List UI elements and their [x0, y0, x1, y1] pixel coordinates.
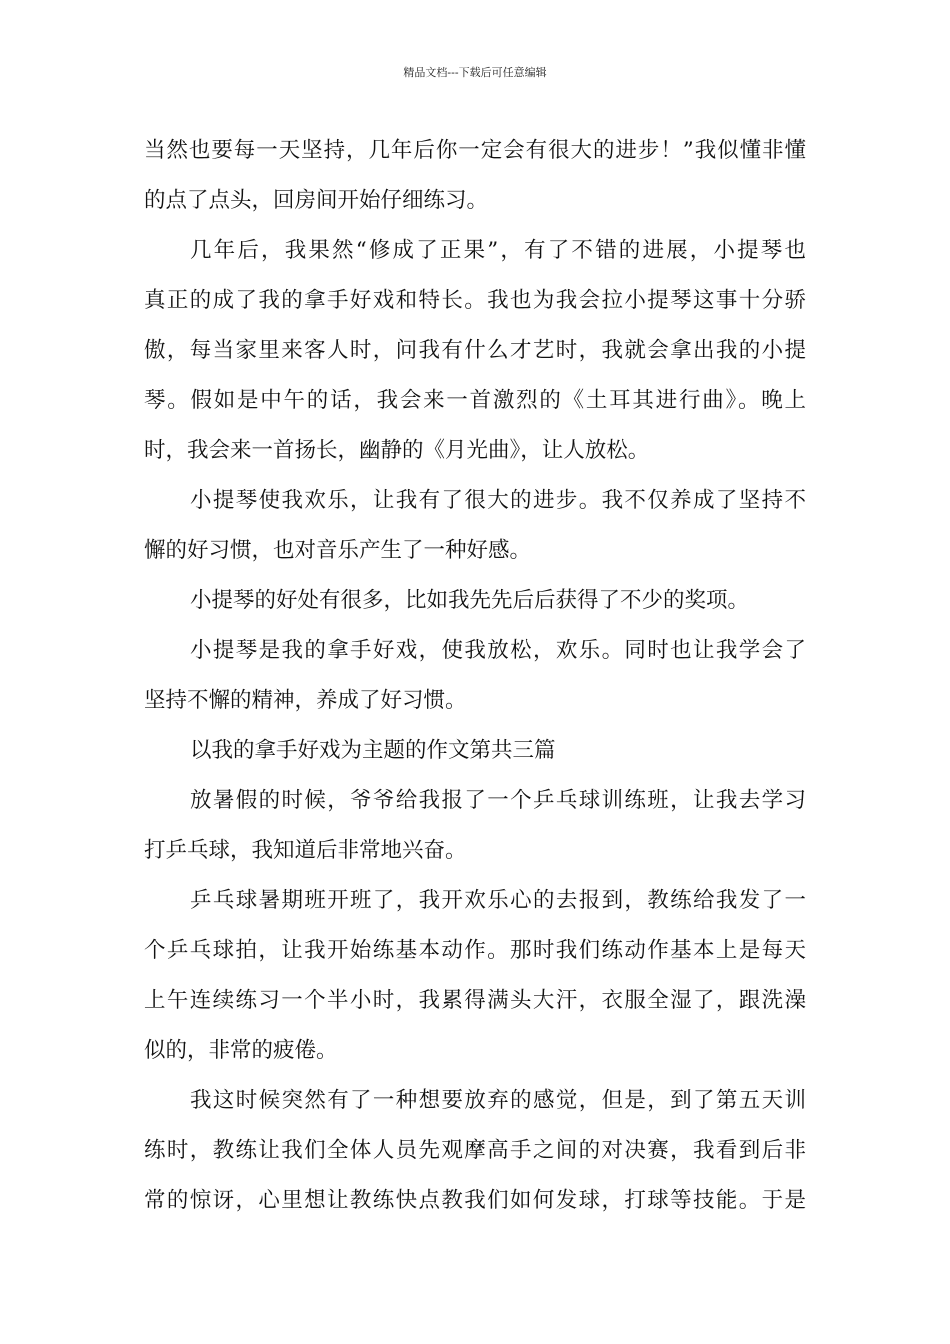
text-line: 练时，教练让我们全体人员先观摩高手之间的对决赛，我看到后非 [144, 1138, 806, 1163]
text-line: 小提琴是我的拿手好戏，使我放松，欢乐。同时也让我学会了 [190, 638, 806, 663]
text-line: 乒乓球暑期班开班了，我开欢乐心的去报到，教练给我发了一 [190, 888, 806, 913]
document-body [144, 126, 806, 1226]
text-line: 几年后，我果然“修成了正果”，有了不错的进展，小提琴也 [190, 238, 806, 263]
text-line: 以我的拿手好戏为主题的作文第共三篇 [190, 738, 556, 763]
text-line: 真正的成了我的拿手好戏和特长。我也为我会拉小提琴这事十分骄 [144, 288, 806, 313]
text-line: 小提琴使我欢乐，让我有了很大的进步。我不仅养成了坚持不 [190, 488, 806, 513]
text-line: 我这时候突然有了一种想要放弃的感觉，但是，到了第五天训 [190, 1088, 806, 1113]
text-line: 傲，每当家里来客人时，问我有什么才艺时，我就会拿出我的小提 [144, 338, 806, 363]
text-line: 上午连续练习一个半小时，我累得满头大汗，衣服全湿了，跟洗澡 [144, 988, 806, 1013]
text-line: 当然也要每一天坚持，几年后你一定会有很大的进步！”我似懂非懂 [144, 138, 806, 163]
text-line: 琴。假如是中午的话，我会来一首激烈的《土耳其进行曲》。晚上 [144, 388, 806, 413]
text-line: 懈的好习惯，也对音乐产生了一种好感。 [144, 538, 532, 563]
text-line: 坚持不懈的精神，养成了好习惯。 [144, 688, 467, 713]
text-line: 的点了点头，回房间开始仔细练习。 [144, 188, 489, 213]
text-line: 小提琴的好处有很多，比如我先先后后获得了不少的奖项。 [190, 588, 750, 613]
text-line: 放暑假的时候，爷爷给我报了一个乒乓球训练班，让我去学习 [190, 788, 806, 813]
page-header: 精品文档---下载后可任意编辑 [403, 66, 547, 79]
text-line: 似的，非常的疲倦。 [144, 1038, 338, 1063]
text-line: 个乒乓球拍，让我开始练基本动作。那时我们练动作基本上是每天 [144, 938, 806, 963]
text-line: 打乒乓球，我知道后非常地兴奋。 [144, 838, 467, 863]
text-line: 时，我会来一首扬长，幽静的《月光曲》，让人放松。 [144, 438, 650, 463]
text-line: 常的惊讶，心里想让教练快点教我们如何发球，打球等技能。于是 [144, 1188, 806, 1213]
